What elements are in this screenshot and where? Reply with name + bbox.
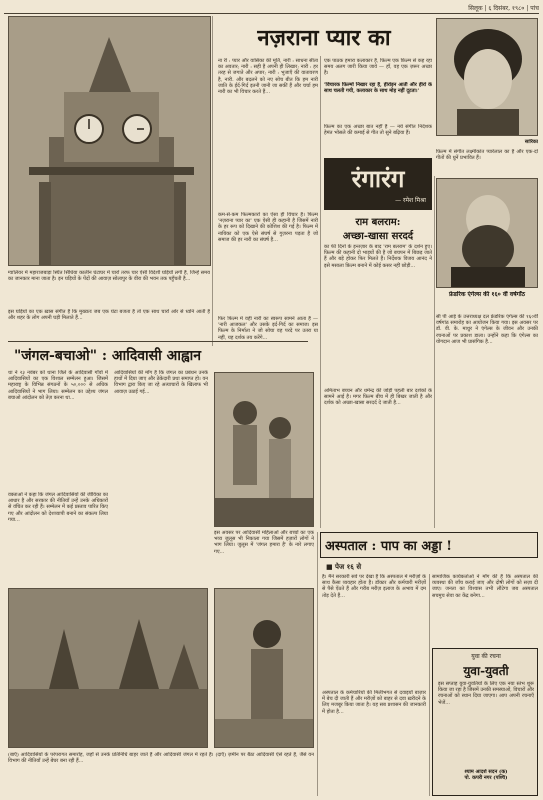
forest-illustration bbox=[9, 589, 208, 748]
column-rule-3 bbox=[434, 176, 435, 528]
portrait-caption-text: फ़िल्म में संगीत लक्ष्मीकांत प्यारेलाल का है और एक‑दो गीतों की धुनें प्रभावित हैं। bbox=[436, 149, 538, 162]
rangarang-box bbox=[324, 158, 432, 210]
yuva-label: युवा की रचना bbox=[471, 653, 501, 660]
main-headline: नज़राना प्यार का bbox=[257, 25, 391, 51]
clock-caption: ग्वालियर में महाराजबाड़ा स्थित सिंधिया कालीन घंटाघर में चारों तरफ चार ऐसी विदेशी घड़ियाँ लगी हैं, जिन्हें समय का जानकार माना जाता है। इन घड़ियों के पेंदों की आवाज़ सोलापुर के वीरा की भवन तक पहुँचती है... bbox=[8, 270, 210, 283]
main-body: ना री : प्यार और वासिका की मूर्ति, नारी : साधना सीता का अवतार; नारी : सही है अपनी ही लिखार; नारी : हर तरह से जगाते और अपार; नारी : भुजाएँ की वातावरण है, नारी. और बदलने को नए सोच बीत कि हम नारी जाति के ईर्द‑गिर्द इतनी जानी जा सकीं हैं और चर्चा हम नारी का भी विचार करते हैं... bbox=[218, 58, 318, 96]
man-photo bbox=[214, 588, 314, 748]
main-body-2: कम‑से‑कम फिल्मकारों का ऐसा ही विचार है। फिल्म 'नज़राना प्यार का' एक ऐसी ही कहानी है जिसमें नारी के हर रूप को दिखाने की कोशिश की गई है। फिल्म में नायिका को एक ऐसे संघर्ष से गुज़रना पड़ता है जो समाज की हर नारी का संघर्ष है... bbox=[218, 212, 318, 243]
engels-caption: फ्रेडरिक एंगेल्स की १६० वीं वर्षगाँठ bbox=[448, 291, 526, 298]
forest-headline: "जंगल‑बचाओ" : आदिवासी आह्वान bbox=[14, 348, 202, 364]
right-top-text-2: फ़िल्म का एक अच्छा बात नहीं है — नये संगीत निर्देशक हेमंत भोसले की कमाई से गीत तो सुने बढ़िया हैं। bbox=[324, 124, 432, 137]
forest-body-3: आदिवासियों की माँग है कि जंगल का प्रबंधन उनके हाथों में दिया जाए और ठेकेदारी प्रथा समाप्त हो। वन विभाग द्वारा किए जा रहे अत्याचारों के खिलाफ भी आवाज़ उठाई गई... bbox=[114, 370, 208, 395]
engels-illustration bbox=[437, 179, 538, 288]
column-rule-5 bbox=[429, 574, 430, 796]
hospital-headline: अस्पताल : पाप का अड्डा ! bbox=[325, 539, 452, 554]
forest-photo bbox=[8, 588, 208, 748]
yuva-title: युवा‑युवती bbox=[463, 664, 509, 678]
photo-caption: (बाएँ) आदिवासियों के परंपरागत समारोह, जहाँ से उनके प्रतिनिधि बाहर जाते हैं और आदिवासी जंगल में रहते हैं। (दाएँ) ज़मीन पर बैठा आदिवासी ऐसे रहते हैं, जैसे वन विभाग की नीतियाँ उन्हें बेघर बना रही हैं... bbox=[8, 752, 314, 765]
column-rule-1 bbox=[212, 16, 213, 346]
hospital-body-3: सामाजिक कार्यकर्ताओं ने माँग की है कि अस्पताल की व्यवस्था की जाँच कराई जाए और दोषी लोगों को सज़ा दी जाए। जनता का विश्वास तभी लौटेगा जब अस्पताल सचमुच सेवा का केंद्र बनेगा... bbox=[432, 574, 538, 599]
column-rule-2 bbox=[320, 56, 321, 528]
ram-headline: राम बलराम: bbox=[355, 217, 401, 228]
masthead-date: सिलूक | ६ दिसंबर, १९८० | पांच bbox=[468, 5, 539, 12]
engels-body: सी पी आई के उत्तराध्यक्ष दल फ्रेडरिक एंगेल्स की १६०वीं वर्षगांठ समारोह का आयोजन किया गया। इस अवसर पर डॉ. वी. के. माथुर ने एंगेल्स के जीवन और उनकी रचनाओं पर प्रकाश डाला। उन्होंने कहा कि एंगेल्स का योगदान आज भी प्रासंगिक है... bbox=[436, 314, 538, 345]
yuva-footer: श्याम आदर्श सदन (क) पो. कपरी नगर (पश्चि) bbox=[464, 769, 508, 782]
rangarang-byline: — रमेश मिश्रा bbox=[395, 197, 426, 204]
ram-body-2: अमिताभ बच्चन और धर्मेन्द्र की जोड़ी पहली बार दर्शकों के सामने आई है। मगर फ़िल्म बीच में ही बिखर जाती है और दर्शक को अच्छा‑खासा सरदर्द दे जाती है... bbox=[324, 388, 432, 407]
hospital-body: है। मैंने सरकारी सर्व पर देखा है कि अस्पताल में मरीज़ों के साथ कैसा व्यवहार होता है। डॉक्टर और कर्मचारी मरीज़ों से पैसे ऐंठते हैं और गरीब मरीज़ इलाज के अभाव में दम तोड़ देते हैं... bbox=[322, 574, 426, 599]
actress-illustration bbox=[437, 19, 538, 136]
forest-body-2: वक्ताओं ने कहा कि जंगल आदिवासियों की जीविका का आधार है और सरकार की नीतियाँ उन्हें उनके अधिकारों से वंचित कर रही हैं। सम्मेलन में कई प्रस्ताव पारित किए गए और आंदोलन को देशव्यापी बनाने का संकल्प लिया गया... bbox=[8, 492, 108, 523]
hospital-page-ref: ■ पेज १६ से bbox=[326, 562, 362, 571]
column-rule-4 bbox=[317, 532, 318, 796]
portrait-caption: सारिका bbox=[524, 139, 538, 145]
main-body-3: फिर फिल्म में वही नारी का स्वरूप सामने आता है — 'नारी आजकल' और उसके इर्द‑गिर्द का समाज। इस फिल्म के निर्माता ने जो सोचा वह परदे पर उतरा या नहीं, यह दर्शक तय करेंगे... bbox=[218, 316, 318, 341]
ram-body: का फी दिनों के इन्तज़ार के बाद 'राम बलराम' के दर्शन हुए। फ़िल्म की कहानी दो भाइयों की है जो बचपन में बिछड़ जाते हैं और बड़े होकर फिर मिलते हैं। निर्देशक विजय आनंद ने इसे मसाला फ़िल्म बनाने में कोई कसर नहीं छोड़ी... bbox=[324, 244, 432, 269]
ram-subhead: अच्छा‑खासा सरदर्द bbox=[342, 231, 414, 242]
man-illustration bbox=[215, 589, 314, 748]
forest-body-4: इस अवसर पर आदिवासी महिलाओं और बच्चों का एक भव्य जुलूस भी निकाला गया जिसमें हज़ारों लोगों ने भाग लिया। जुलूस में 'जंगल हमारा है' के नारे लगाए गए... bbox=[214, 530, 314, 555]
hospital-body-2: अस्पताल के कर्मचारियों की मिलीभगत से दवाइयाँ बाज़ार में बेच दी जाती हैं और मरीज़ों को बाहर से दवा ख़रीदने के लिए मजबूर किया जाता है। यह सब प्रशासन की जानकारी में होता है... bbox=[322, 690, 426, 715]
people-illustration bbox=[215, 373, 314, 527]
hospital-box bbox=[320, 532, 538, 558]
right-top-bold: 'विचारक फ़िल्मों निखार रहा है, हीरोइन आती और हीरो के साथ चलती गयी, कलाकार के साथ मोह नहीं दूटता।' bbox=[324, 82, 432, 95]
clock-tower-illustration bbox=[9, 17, 211, 266]
clock-tower-photo bbox=[8, 16, 211, 266]
clock-caption-2: इस घड़ियों का एक ख़ास संगीत है कि मुख्यतः जब एक घंटा बजता है तो एक साथ चारों ओर से ध्वनि आती है और शहर के लोग अपनी घड़ी मिलाते हैं... bbox=[8, 309, 210, 322]
engels-portrait bbox=[436, 178, 538, 288]
masthead-rule bbox=[4, 13, 539, 14]
yuva-body: इस सप्ताह युवा‑युवतियों के लिए एक नया स्तंभ शुरू किया जा रहा है जिसमें उनकी समस्याओं, विचारों और रचनाओं को स्थान दिया जाएगा। आप अपनी रचनाएँ भेजें... bbox=[438, 681, 534, 706]
people-photo bbox=[214, 372, 314, 527]
actress-portrait bbox=[436, 18, 538, 136]
rangarang-logo: रंगारंग bbox=[351, 164, 405, 193]
right-top-text: एक पाठक हमारा कलाकार है, फ़िल्म एक फ़िल्म से कह रहा समय अलग जारी किया जावे — हाँ, वह एक ज़रूर अच्छा है। bbox=[324, 58, 432, 77]
yuva-box bbox=[432, 648, 538, 796]
forest-body: था ने २३ नवंबर को थाना जिले के आदिवासी गाँवों में आदिवासियों का एक विशाल सम्मेलन हुआ। जिसमें महाराष्ट्र के विभिन्न संगठनों के ५०,००० से अधिक आदिवासियों ने भाग लिया। सम्मेलन का उद्देश्य जंगल बचाओ आंदोलन को तेज़ करना था... bbox=[8, 370, 108, 401]
